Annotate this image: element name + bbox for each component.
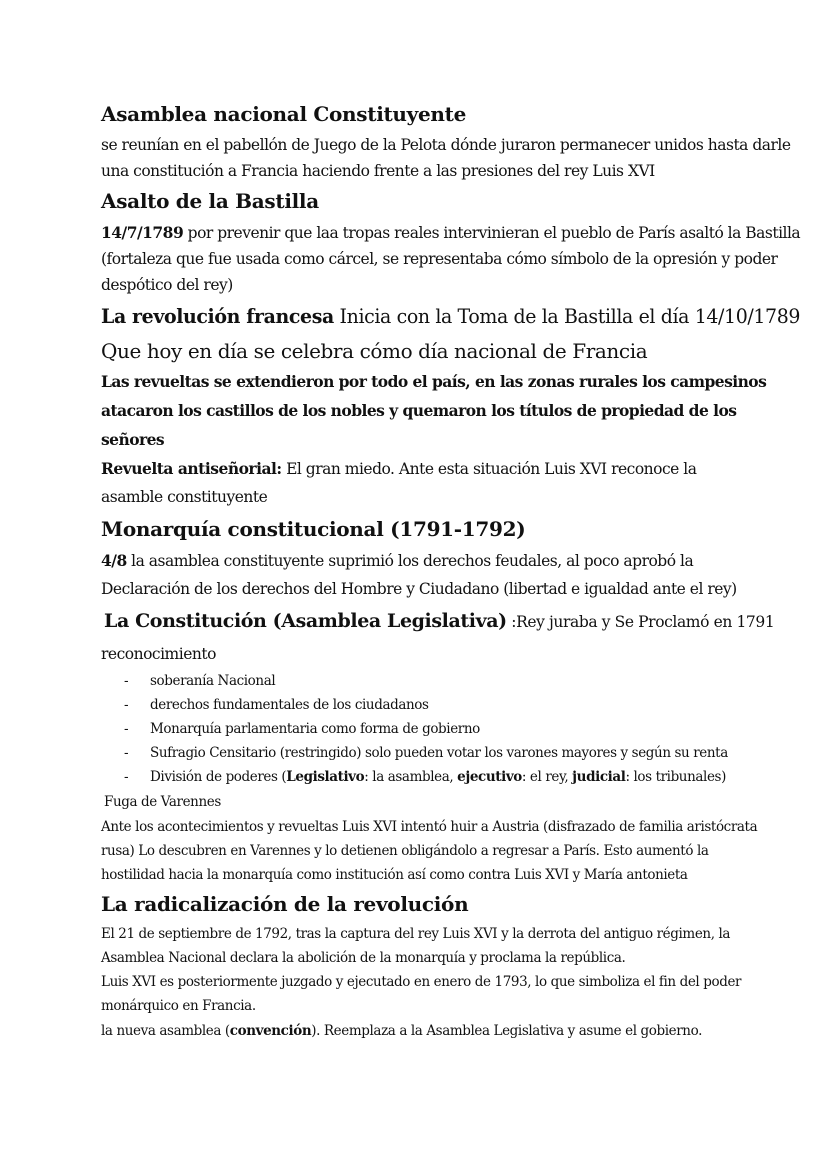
paragraph-line xyxy=(101,551,693,570)
heading-asalto-bastilla: Asalto de la Bastilla xyxy=(101,189,319,213)
paragraph-line: (fortaleza que fue usada como cárcel, se representaba cómo símbolo de la opresión y poder xyxy=(101,250,778,268)
label-bold: Revuelta antiseñorial: xyxy=(101,459,282,478)
bold-paragraph-line: señores xyxy=(101,430,165,449)
paragraph-line: monárquico en Francia. xyxy=(101,998,256,1014)
text-span: Inicia con la Toma de la Bastilla el día 14/10/1789 xyxy=(333,304,801,328)
text-span: la asamblea constituyente suprimió los derechos feudales, al poco aprobó la xyxy=(126,552,694,570)
list-item: - Monarquía parlamentaria como forma de gobierno xyxy=(124,721,480,737)
date-bold: 14/7/1789 xyxy=(101,223,184,242)
paragraph-line: Declaración de los derechos del Hombre y Ciudadano (libertad e igualdad ante el rey) xyxy=(101,580,737,598)
heading-bold: La revolución francesa xyxy=(101,304,334,328)
paragraph-line: El 21 de septiembre de 1792, tras la captura del rey Luis XVI y la derrota del antiguo régimen, la xyxy=(101,926,731,942)
heading-bold: La Constitución (Asamblea Legislativa) xyxy=(104,610,507,632)
bold-paragraph-line: Las revueltas se extendieron por todo el país, en las zonas rurales los campesinos xyxy=(101,372,767,391)
text-span: :Rey juraba y Se Proclamó en 1791 xyxy=(506,613,775,631)
list-item-text: Sufragio Censitario (restringido) solo pueden votar los varones mayores y según su renta xyxy=(150,745,728,761)
paragraph-line: rusa) Lo descubren en Varennes y lo detienen obligándolo a regresar a París. Esto aumentó la xyxy=(101,843,709,859)
heading-monarquia-constitucional: Monarquía constitucional (1791-1792) xyxy=(101,517,526,541)
paragraph-line: la nueva asamblea (convención). Reemplaza a la Asamblea Legislativa y asume el gobierno. xyxy=(101,1023,702,1039)
paragraph-line: Luis XVI es posteriormente juzgado y ejecutado en enero de 1793, lo que simboliza el fin del poder xyxy=(101,974,742,990)
paragraph-line: se reunían en el pabellón de Juego de la Pelota dónde juraron permanecer unidos hasta darle xyxy=(101,136,791,154)
paragraph-line: una constitución a Francia haciendo frente a las presiones del rey Luis XVI xyxy=(101,162,655,180)
bold-paragraph-line: atacaron los castillos de los nobles y quemaron los títulos de propiedad de los xyxy=(101,401,737,420)
list-item-text: Monarquía parlamentaria como forma de gobierno xyxy=(150,721,480,737)
heading-revolucion-francesa xyxy=(101,304,800,328)
paragraph-line: reconocimiento xyxy=(101,645,216,663)
paragraph-line xyxy=(101,223,800,242)
paragraph-line: Asamblea Nacional declara la abolición de la monarquía y proclama la república. xyxy=(101,950,626,966)
list-item: - División de poderes (Legislativo: la asamblea, ejecutivo: el rey, judicial: los tribunales) xyxy=(124,769,726,785)
paragraph-line: hostilidad hacia la monarquía como institución así como contra Luis XVI y María antonieta xyxy=(101,867,688,883)
list-item-text: División de poderes (Legislativo: la asamblea, ejecutivo: el rey, judicial: los tribunales) xyxy=(150,769,726,785)
paragraph-line: Ante los acontecimientos y revueltas Luis XVI intentó huir a Austria (disfrazado de familia aristócrata xyxy=(101,819,758,835)
text-span: El gran miedo. Ante esta situación Luis XVI reconoce la xyxy=(281,460,697,478)
list-item: - Sufragio Censitario (restringido) solo pueden votar los varones mayores y según su renta xyxy=(124,745,728,761)
subheading-fuga-varennes: Fuga de Varennes xyxy=(104,794,221,810)
list-item: - soberanía Nacional xyxy=(124,673,276,689)
bold-term: convención xyxy=(229,1023,312,1039)
date-bold: 4/8 xyxy=(101,551,127,570)
constitucion-line xyxy=(104,610,774,632)
heading-radicalizacion: La radicalización de la revolución xyxy=(101,892,469,916)
paragraph-line xyxy=(101,459,696,478)
paragraph-line: despótico del rey) xyxy=(101,276,233,294)
list-item-text: soberanía Nacional xyxy=(150,673,276,689)
paragraph-line: Que hoy en día se celebra cómo día nacional de Francia xyxy=(101,339,648,363)
text-span: por prevenir que laa tropas reales intervinieran el pueblo de París asaltó la Bastilla xyxy=(183,224,801,242)
paragraph-line: asamble constituyente xyxy=(101,488,268,506)
list-item-text: derechos fundamentales de los ciudadanos xyxy=(150,697,429,713)
heading-asamblea-nacional: Asamblea nacional Constituyente xyxy=(101,102,467,126)
list-item: - derechos fundamentales de los ciudadanos xyxy=(124,697,429,713)
